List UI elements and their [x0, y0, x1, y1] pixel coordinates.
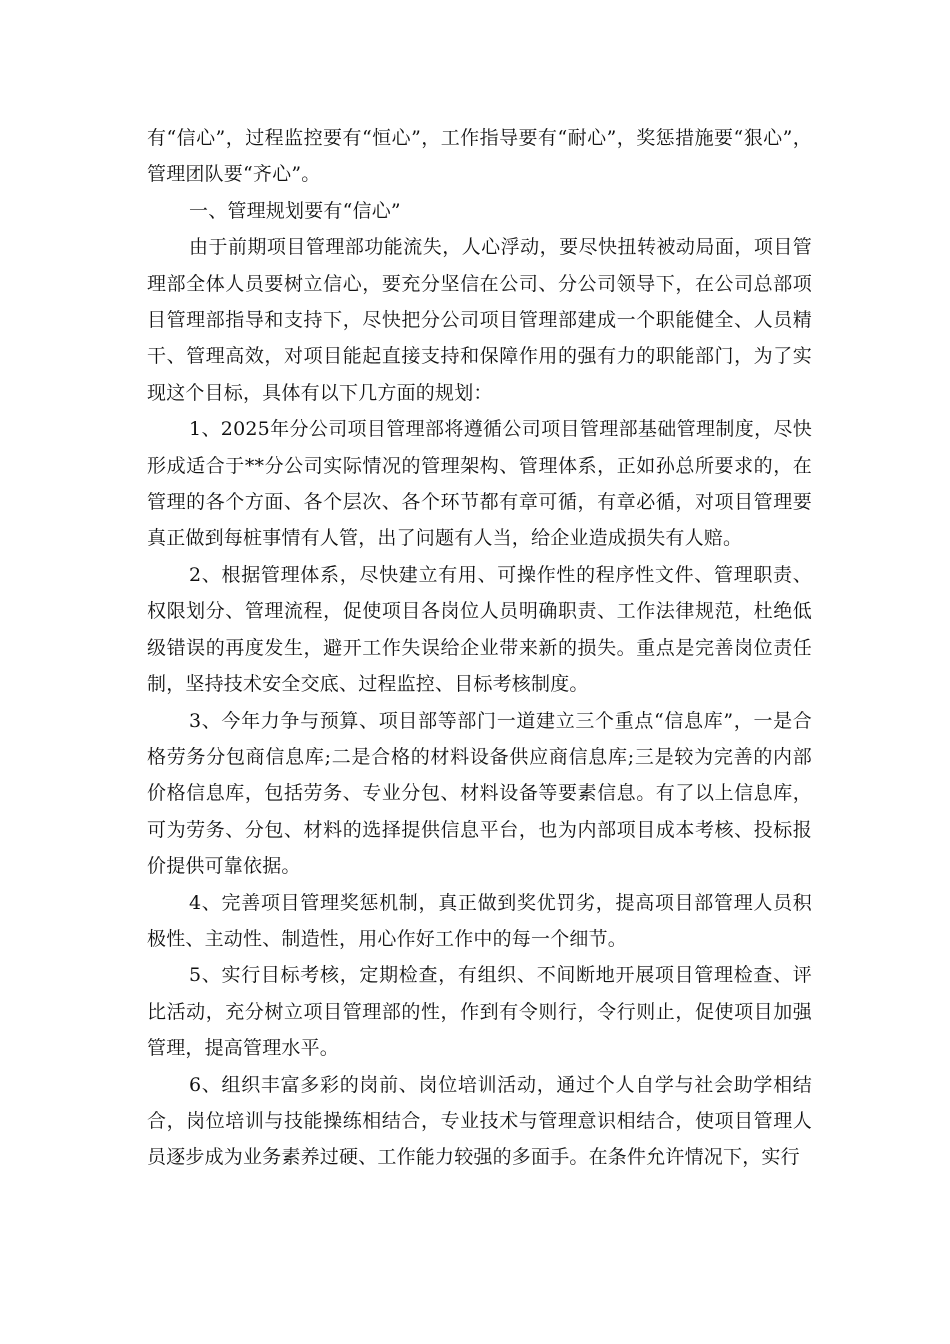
list-item-4: 4、完善项目管理奖惩机制，真正做到奖优罚劣，提高项目部管理人员积极性、主动性、制造性，用心作好工作中的每一个细节。: [147, 891, 812, 950]
list-item-2: 2、根据管理体系，尽快建立有用、可操作性的程序性文件、管理职责、权限划分、管理流程，促使项目各岗位人员明确职责、工作法律规范，杜绝低级错误的再度发生，避开工作失误给企业带来新的损失。重点是完善岗位责任制，坚持技术安全交底、过程监控、目标考核制度。: [147, 563, 812, 696]
list-item-3: 3、今年力争与预算、项目部等部门一道建立三个重点“信息库”，一是合格劳务分包商信息库;二是合格的材料设备供应商信息库;三是较为完善的内部价格信息库，包括劳务、专业分包、材料设备等要素信息。有了以上信息库，可为劳务、分包、材料的选择提供信息平台，也为内部项目成本考核、投标报价提供可靠依据。: [147, 709, 812, 878]
paragraph-intro: 有“信心”，过程监控要有“恒心”，工作指导要有“耐心”，奖惩措施要“狠心”，管理团队要“齐心”。: [147, 127, 812, 186]
paragraph-planning-overview: 由于前期项目管理部功能流失，人心浮动，要尽快扭转被动局面，项目管理部全体人员要树立信心，要充分坚信在公司、分公司领导下，在公司总部项目管理部指导和支持下，尽快把分公司项目管理部建成一个职能健全、人员精干、管理高效，对项目能起直接支持和保障作用的强有力的职能部门，为了实现这个目标，具体有以下几方面的规划：: [147, 236, 812, 404]
document-body: [147, 120, 812, 1176]
section-heading: 一、管理规划要有“信心”: [189, 199, 401, 222]
list-item-1: 1、2025年分公司项目管理部将遵循公司项目管理部基础管理制度，尽快形成适合于**分公司实际情况的管理架构、管理体系，正如孙总所要求的，在管理的各个方面、各个层次、各个环节都有章可循，有章必循，对项目管理要真正做到每桩事情有人管，出了问题有人当，给企业造成损失有人赔。: [147, 418, 812, 550]
list-item-6: 6、组织丰富多彩的岗前、岗位培训活动，通过个人自学与社会助学相结合，岗位培训与技能操练相结合，专业技术与管理意识相结合，使项目管理人员逐步成为业务素养过硬、工作能力较强的多面手。在条件允许情况下，实行: [147, 1073, 812, 1169]
list-item-5: 5、实行目标考核，定期检查，有组织、不间断地开展项目管理检查、评比活动，充分树立项目管理部的性，作到有令则行，令行则止，促使项目加强管理，提高管理水平。: [147, 964, 812, 1060]
